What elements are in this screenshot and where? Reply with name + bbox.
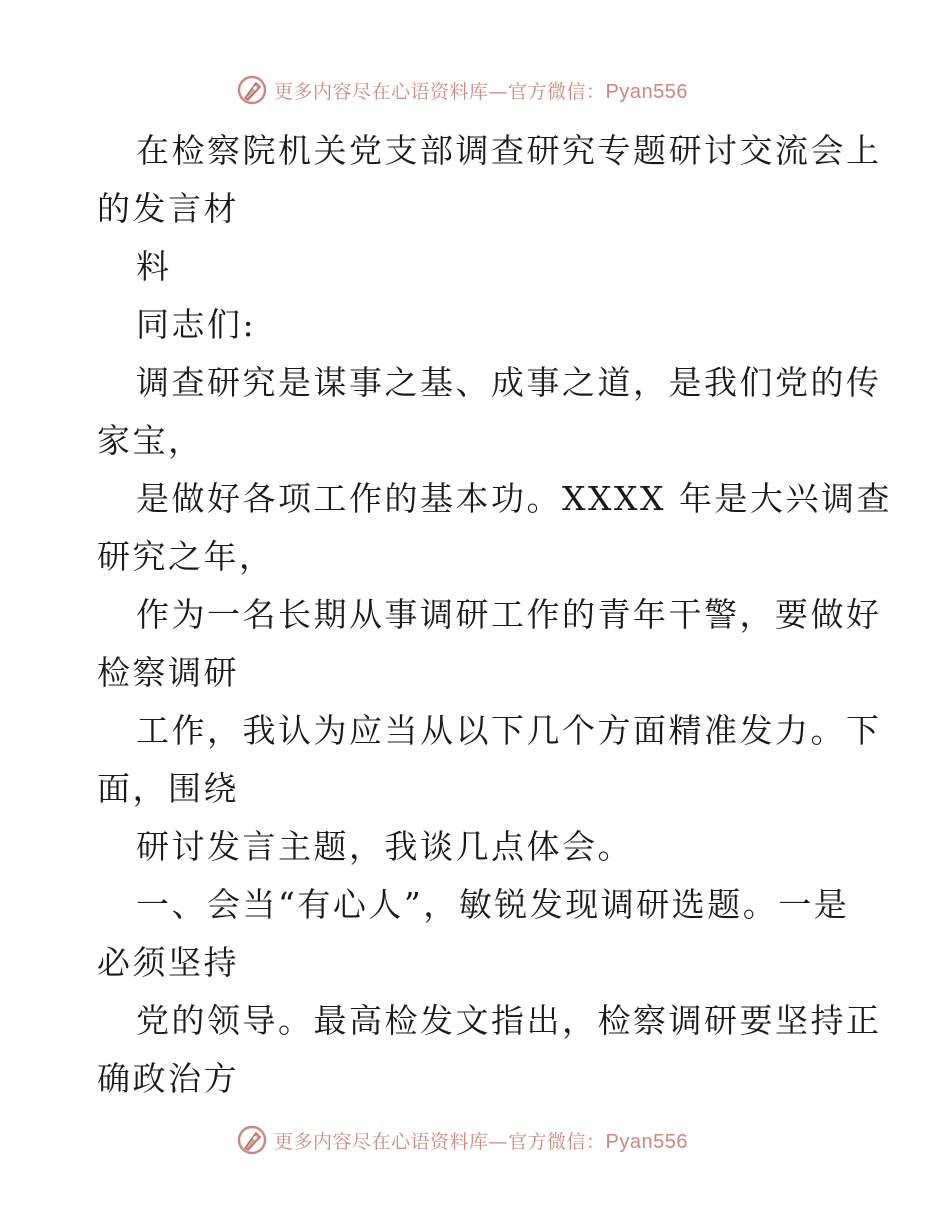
text-line: 同志们: <box>136 305 257 344</box>
text-line: 检察调研 <box>97 653 239 692</box>
pen-nib-logo-icon <box>236 1124 268 1156</box>
text-line: 党的领导。最高检发文指出，检察调研要坚持正 <box>136 1001 882 1040</box>
watermark-text: 更多内容尽在心语资料库—官方微信：Pyan556 <box>274 1130 688 1153</box>
watermark-text: 更多内容尽在心语资料库—官方微信：Pyan556 <box>274 80 688 103</box>
text-line: 必须坚持 <box>97 943 239 982</box>
text-line: 家宝， <box>97 421 204 460</box>
watermark-handle: Pyan556 <box>605 1130 688 1153</box>
text-line: 是做好各项工作的基本功。XXXX 年是大兴调查 <box>136 479 892 518</box>
watermark-handle: Pyan556 <box>605 80 688 103</box>
text-line: 确政治方 <box>97 1059 239 1098</box>
text-line: 的发言材 <box>97 189 239 228</box>
footer-watermark <box>236 1122 688 1158</box>
text-line: 工作，我认为应当从以下几个方面精准发力。下 <box>136 711 882 750</box>
text-line: 料 <box>136 247 172 286</box>
pen-nib-logo-icon <box>236 74 268 106</box>
text-line: 调查研究是谋事之基、成事之道，是我们党的传 <box>136 363 882 402</box>
document-body <box>97 122 892 1108</box>
text-line: 一、会当“有心人”，敏锐发现调研选题。一是 <box>136 885 850 924</box>
text-line: 在检察院机关党支部调查研究专题研讨交流会上 <box>136 131 882 170</box>
header-watermark <box>236 72 688 108</box>
text-line: 面，围绕 <box>97 769 239 808</box>
text-line: 作为一名长期从事调研工作的青年干警，要做好 <box>136 595 882 634</box>
text-line: 研讨发言主题，我谈几点体会。 <box>136 827 633 866</box>
text-line: 研究之年， <box>97 537 275 576</box>
